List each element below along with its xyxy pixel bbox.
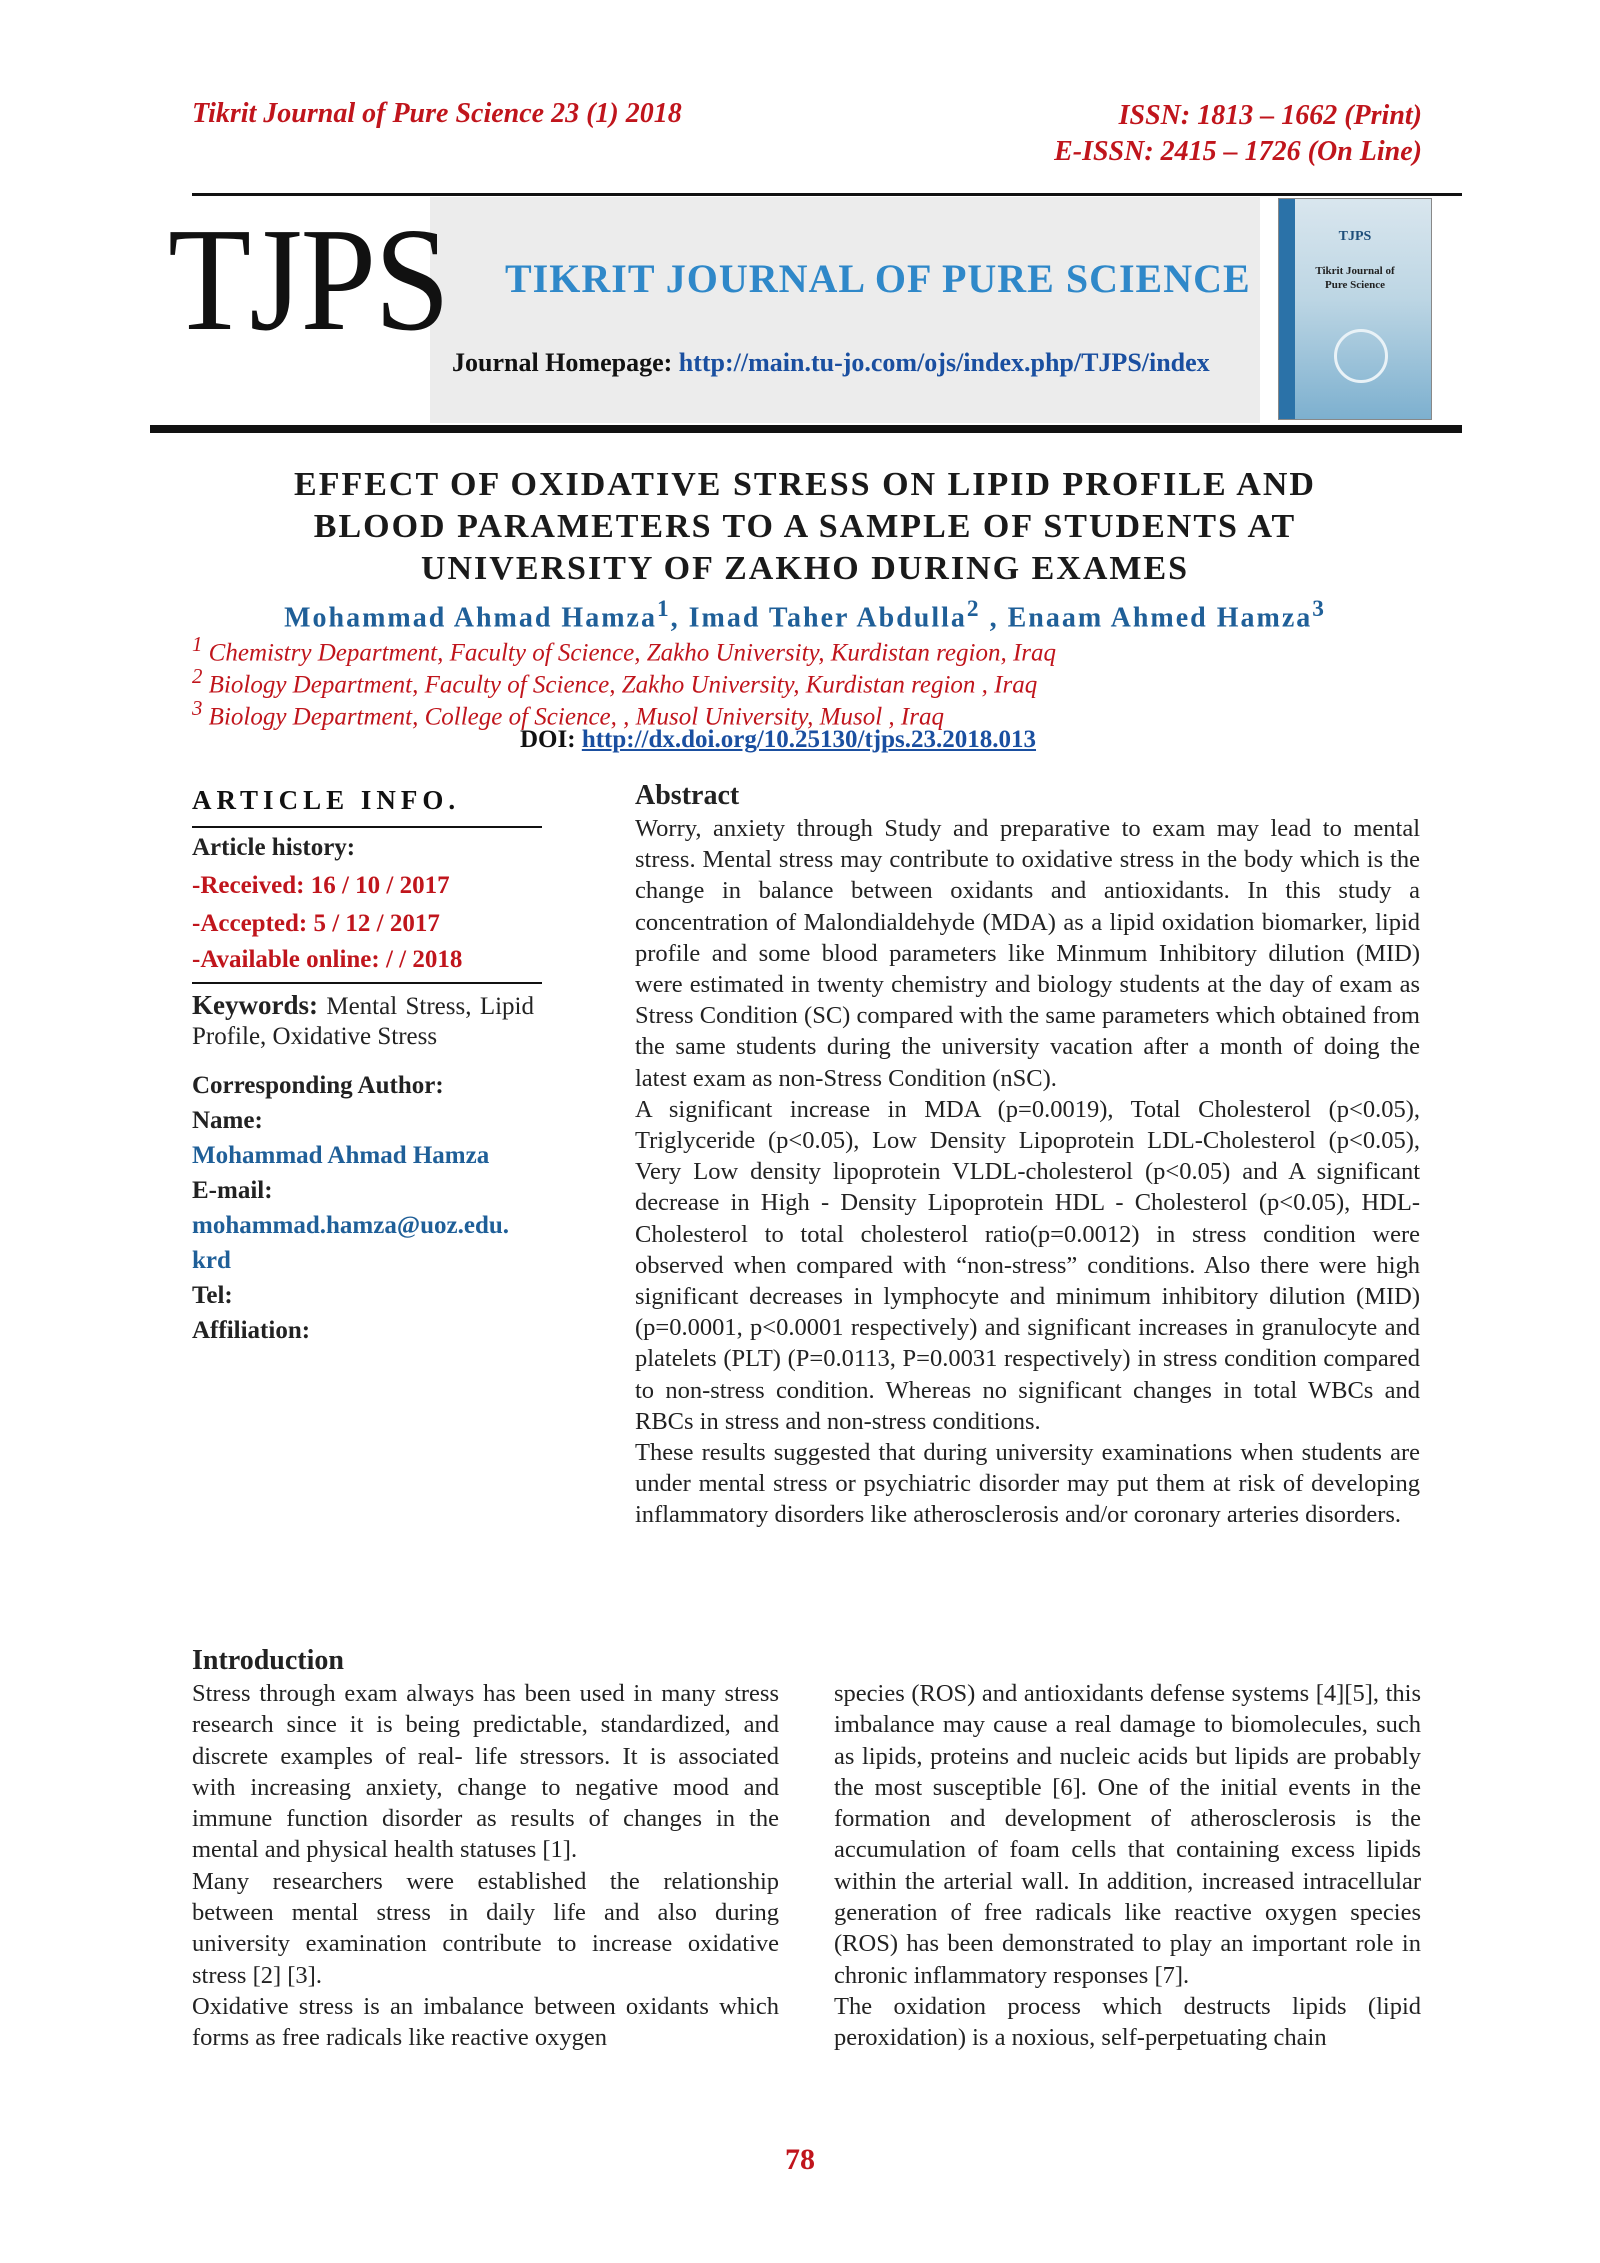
introduction-column-1 — [192, 1678, 779, 2054]
cover-emblem — [1334, 329, 1388, 383]
name-label: Name: — [192, 1107, 263, 1134]
intro-paragraph: Many researchers were established the relationship between mental stress in daily life and also during university examination contribute to increase oxidative stress [2] [3]. — [192, 1867, 779, 1989]
received-value: 16 / 10 / 2017 — [310, 872, 450, 899]
journal-banner — [430, 197, 1260, 423]
email-value-cont[interactable]: krd — [192, 1247, 231, 1274]
intro-paragraph: species (ROS) and antioxidants defense systems [4][5], this imbalance may cause a real damage to biomolecules, such as lipids, proteins and nucleic acids but lipids are probably the most susceptible [6]. One of the initial events in the formation and development of atherosclerosis is the accumulation of foam cells that containing excess lipids within the arterial wall. In addition, increased intracellular generation of free radicals like reactive oxygen species (ROS) has been demonstrated to play an important role in chronic inflammatory responses [7]. — [834, 1680, 1421, 1989]
journal-logo: TJPS — [168, 198, 449, 362]
author-sup: 1 — [656, 596, 671, 622]
title-line: UNIVERSITY OF ZAKHO DURING EXAMES — [420, 550, 1190, 587]
issn-block — [1054, 98, 1422, 170]
affiliation-text: Chemistry Department, Faculty of Science, Zakho University, Kurdistan region, Iraq — [208, 639, 1056, 667]
issn-print: ISSN: 1813 – 1662 (Print) — [1118, 100, 1422, 131]
doi-label: DOI: — [520, 726, 576, 753]
keywords — [192, 990, 534, 1052]
article-history-label: Article history: — [192, 834, 356, 861]
affiliation-label: Affiliation: — [192, 1317, 311, 1344]
author-sep: , — [980, 602, 1008, 634]
journal-homepage — [452, 348, 1210, 378]
article-info-rule — [192, 982, 542, 984]
received-date — [192, 872, 450, 900]
accepted-label: -Accepted: — [192, 910, 308, 937]
article-info-rule — [192, 826, 542, 828]
article-info-heading: ARTICLE INFO. — [192, 785, 461, 815]
journal-cover-image — [1278, 198, 1432, 420]
received-label: -Received: — [192, 872, 305, 899]
available-date — [192, 946, 462, 974]
affiliation-1 — [192, 632, 1056, 667]
abstract-paragraph: These results suggested that during university examinations when students are under mental stress or psychiatric disorder may put them at risk of developing inflammatory disorders like atherosclerosis and/or coronary arteries disorders. — [635, 1439, 1420, 1529]
cover-abbr: TJPS — [1338, 229, 1372, 244]
corresponding-author — [192, 1068, 552, 1348]
intro-paragraph: The oxidation process which destructs lipids (lipid peroxidation) is a noxious, self-perpetuating chain — [834, 1992, 1421, 2052]
author-sep: , — [670, 602, 689, 634]
available-label: -Available online: — [192, 946, 380, 973]
affiliation-sup: 1 — [192, 632, 203, 656]
article-title — [190, 464, 1420, 590]
abstract-heading: Abstract — [635, 780, 740, 811]
cover-title-1: Tikrit Journal of — [1315, 265, 1395, 277]
title-line: BLOOD PARAMETERS TO A SAMPLE OF STUDENTS AT — [313, 508, 1297, 545]
name-value: Mohammad Ahmad Hamza — [192, 1142, 490, 1169]
affiliation-text: Biology Department, Faculty of Science, Zakho University, Kurdistan region , Iraq — [208, 671, 1038, 699]
issn-online: E-ISSN: 2415 – 1726 (On Line) — [1054, 136, 1422, 167]
page-number: 78 — [785, 2143, 815, 2176]
author-sup: 3 — [1312, 596, 1326, 622]
journal-name: TIKRIT JOURNAL OF PURE SCIENCE — [505, 256, 1251, 301]
author-name: Imad Taher Abdulla — [688, 602, 967, 634]
available-value: / / 2018 — [385, 946, 463, 973]
abstract-paragraph: Worry, anxiety through Study and preparative to exam may lead to mental stress. Mental stress may contribute to oxidative stress in the body which is the change in balance between oxidants and antioxidants. In this study a concentration of Malondialdehyde (MDA) as a lipid oxidation biomarker, lipid profile and some blood parameters like Minmum Inhibitory dilution (MID) were estimated in twenty chemistry and biology students at the day of exam as Stress Condition (SC) compared with the same parameters which obtained from the same students during the university vacation after a month of doing the latest exam as non-Stress Condition (nSC). — [635, 815, 1420, 1092]
corr-label: Corresponding Author: — [192, 1072, 444, 1099]
abstract-paragraph: A significant increase in MDA (p=0.0019), Total Cholesterol (p<0.05), Triglyceride (p<0.05), Low Density Lipoprotein LDL-Cholesterol (p<0.05), Very Low density lipoprotein VLDL-cholesterol (p<0.05) and A significant decrease in High - Density Lipoprotein HDL - Cholesterol (p<0.05), HDL-Cholesterol to total cholesterol ratio(p=0.0012) in stress condition were observed when compared with “non-stress” conditions. Also there were high significant decreases in lymphocyte and minimum inhibitory dilution (MID) (p=0.0001, p<0.0001 respectively) and significant increases in granulocyte and platelets (PLT) (P=0.0113, P=0.0031 respectively) in stress condition compared to non-stress condition. Whereas no significant changes in total WBCs and RBCs in stress and non-stress conditions. — [635, 1095, 1420, 1435]
author-name: Mohammad Ahmad Hamza — [284, 602, 657, 634]
doi-link[interactable]: http://dx.doi.org/10.25130/tjps.23.2018.013 — [581, 726, 1037, 753]
title-line: EFFECT OF OXIDATIVE STRESS ON LIPID PROFILE AND — [294, 466, 1316, 503]
doi-line — [520, 726, 1036, 754]
cover-title-2: Pure Science — [1325, 279, 1385, 291]
intro-paragraph: Oxidative stress is an imbalance between oxidants which forms as free radicals like reactive oxygen — [192, 1992, 779, 2052]
author-list — [190, 596, 1420, 634]
keywords-label: Keywords: — [192, 990, 318, 1020]
affiliation-text: Biology Department, College of Science, , Musol University, Musol , Iraq — [208, 703, 944, 731]
affiliation-sup: 3 — [192, 696, 203, 720]
intro-paragraph: Stress through exam always has been used in many stress research since it is being predictable, standardized, and discrete examples of real- life stressors. It is associated with increasing anxiety, change to negative mood and immune function disorder as results of changes in the mental and physical health statuses [1]. — [192, 1680, 779, 1864]
accepted-date — [192, 910, 440, 938]
email-label: E-mail: — [192, 1177, 273, 1204]
homepage-label: Journal Homepage: — [452, 348, 673, 377]
tel-label: Tel: — [192, 1282, 233, 1309]
banner-rule — [150, 425, 1462, 433]
email-value[interactable]: mohammad.hamza@uoz.edu. — [192, 1212, 510, 1239]
journal-issue: Tikrit Journal of Pure Science 23 (1) 2018 — [192, 98, 682, 129]
abstract-body — [635, 813, 1420, 1531]
header-rule — [192, 193, 1462, 196]
homepage-link[interactable]: http://main.tu-jo.com/ojs/index.php/TJPS/index — [678, 348, 1210, 377]
introduction-column-2 — [834, 1678, 1421, 2054]
keywords-text: Mental Stress, Lipid Profile, Oxidative Stress — [192, 993, 534, 1050]
affiliation-sup: 2 — [192, 664, 203, 688]
author-sup: 2 — [966, 596, 981, 622]
author-name: Enaam Ahmed Hamza — [1007, 602, 1313, 634]
accepted-value: 5 / 12 / 2017 — [313, 910, 440, 937]
introduction-heading: Introduction — [192, 1645, 344, 1676]
affiliation-2 — [192, 664, 1037, 699]
